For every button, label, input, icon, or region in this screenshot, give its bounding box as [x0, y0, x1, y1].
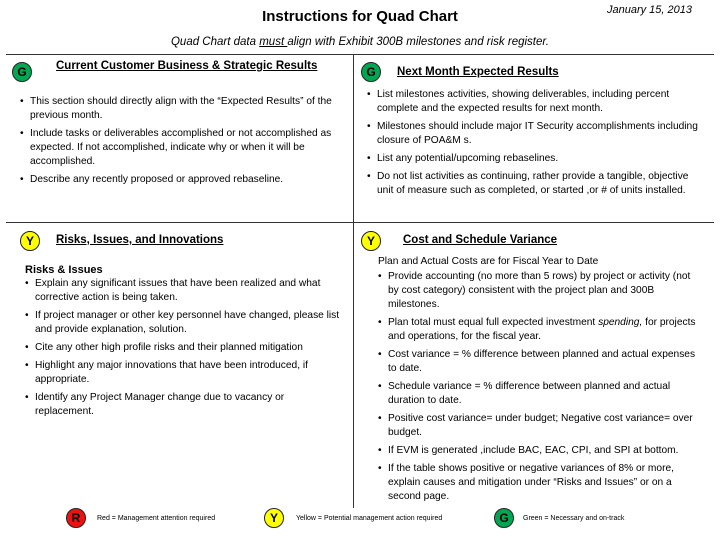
middle-divider: [6, 222, 714, 223]
page-subtitle: [0, 36, 720, 48]
q4-bullet-spending: [378, 316, 698, 344]
q2-status-badge: G: [361, 62, 381, 82]
q1-bullet: • Describe any recently proposed or approved rebaseline.: [20, 173, 340, 187]
subtitle-emphasis: must: [259, 36, 288, 48]
top-divider: [6, 54, 714, 55]
lower-vertical-divider: [353, 222, 354, 508]
q3-bullet: • Highlight any major innovations that have been introduced, if appropriate.: [25, 359, 343, 387]
q4-bullet: • Schedule variance = % difference between planned and actual duration to date.: [378, 380, 698, 408]
q4-status-badge: Y: [361, 231, 381, 251]
q2-heading: Next Month Expected Results: [397, 66, 559, 78]
q2-bullet: • Do not list activities as continuing, rather provide a tangible, objective unit of measure such as completed, or started ,or # of units installed.: [367, 170, 702, 198]
q4-bullet: • If the table shows positive or negative variances of 8% or more, explain causes and mitigation under “Risks and Issues” or on a second page.: [378, 462, 698, 504]
q1-content: [20, 95, 340, 191]
q4-intro: Plan and Actual Costs are for Fiscal Year to Date: [378, 256, 599, 267]
q3-status-badge: Y: [20, 231, 40, 251]
legend-yellow-text: Yellow = Potential management action required: [296, 515, 443, 522]
q3-bullet: • Cite any other high profile risks and their planned mitigation: [25, 341, 343, 355]
q3-bullet: • Explain any significant issues that have been realized and what corrective action is being taken.: [25, 277, 343, 305]
legend-red-badge: R: [66, 508, 86, 528]
date-label: January 15, 2013: [606, 4, 692, 16]
q4-heading: Cost and Schedule Variance: [403, 234, 558, 246]
q4-bullet: • If EVM is generated ,include BAC, EAC, CPI, and SPI at bottom.: [378, 444, 698, 458]
legend-red-text: Red = Management attention required: [97, 515, 216, 522]
q1-bullet: • This section should directly align with the “Expected Results” of the previous month.: [20, 95, 340, 123]
q4-bullet-post: for projects and operations, for the fiscal year.: [388, 317, 696, 342]
q2-bullet: • List milestones activities, showing deliverables, including percent complete and the expected results for next month.: [367, 88, 702, 116]
upper-vertical-divider: [353, 54, 354, 222]
legend-green-badge: G: [494, 508, 514, 528]
q2-bullet: • List any potential/upcoming rebaselines.: [367, 152, 702, 166]
subtitle-pre: Quad Chart data: [170, 36, 260, 48]
q4-bullet: • Cost variance = % difference between planned and actual expenses to date.: [378, 348, 698, 376]
q4-bullet: • Positive cost variance= under budget; Negative cost variance= over budget.: [378, 412, 698, 440]
q1-heading: Current Customer Business & Strategic Results: [56, 60, 318, 72]
page-title: Instructions for Quad Chart: [262, 8, 458, 25]
q4-bullet-em: spending,: [598, 317, 643, 328]
subtitle-post: align with Exhibit 300B milestones and risk register.: [287, 36, 549, 48]
q2-bullet: • Milestones should include major IT Security accomplishments including closure of POA&M s.: [367, 120, 702, 148]
legend-yellow-badge: Y: [264, 508, 284, 528]
q3-content: [25, 263, 343, 423]
q3-bullet: • Identify any Project Manager change due to vacancy or replacement.: [25, 391, 343, 419]
q4-content: [378, 255, 698, 508]
q3-heading: Risks, Issues, and Innovations: [56, 234, 224, 246]
q3-subheading: Risks & Issues: [25, 264, 103, 276]
q2-content: [367, 88, 702, 202]
q4-bullet-pre: Plan total must equal full expected investment: [388, 317, 599, 328]
q1-status-badge: G: [12, 62, 32, 82]
q4-bullet: • Provide accounting (no more than 5 rows) by project or activity (not by cost category) consistent with the project plan and 300B milestones.: [378, 270, 698, 312]
q1-bullet: • Include tasks or deliverables accomplished or not accomplished as expected. If not accomplished, indicate why or when it will be accomplished.: [20, 127, 340, 169]
legend-green-text: Green = Necessary and on-track: [523, 515, 625, 522]
q3-bullet: • If project manager or other key personnel have changed, please list and provide explanation, solution.: [25, 309, 343, 337]
